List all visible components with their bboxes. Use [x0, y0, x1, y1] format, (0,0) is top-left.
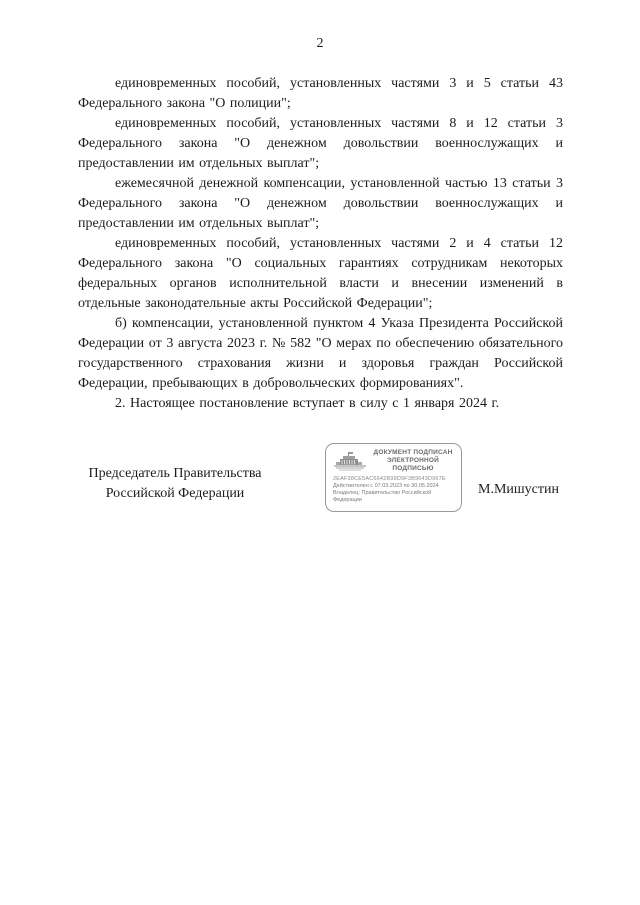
stamp-title-line2: ЭЛЕКТРОННОЙ ПОДПИСЬЮ — [387, 457, 439, 472]
signer-name: М.Мишустин — [478, 482, 559, 497]
government-emblem-icon — [333, 451, 367, 471]
paragraph: б) компенсации, установленной пунктом 4 Указа Президента Российской Федерации от 3 августа 2023 г. № 582 "О мерах по обеспечению обязательного государственного страхования жизни и здоровья граждан Российской Федерации, пребывающих в добровольческих формированиях". — [78, 316, 563, 391]
paragraph: ежемесячной денежной компенсации, установленной частью 13 статьи 3 Федерального закона "О денежном довольствии военнослужащих и предоставлении им отдельных выплат"; — [78, 176, 563, 231]
stamp-certificate: 2EAF38CE5AC6642B99D9F3B9643D967E — [333, 476, 446, 482]
signature-title-line2: Российской Федерации — [105, 486, 245, 501]
signature-title — [70, 464, 280, 504]
stamp-title-line1: ДОКУМЕНТ ПОДПИСАН — [373, 449, 453, 456]
document-body — [0, 74, 640, 414]
stamp-title — [372, 449, 454, 473]
paragraph: единовременных пособий, установленных частями 2 и 4 статьи 12 Федерального закона "О социальных гарантиях сотрудникам некоторых федеральных органов исполнительной власти и внесении изменений в отдельные законодательные акты Российской Федерации"; — [78, 236, 563, 311]
stamp-header — [333, 449, 454, 473]
signature-title-line1: Председатель Правительства — [88, 466, 262, 481]
paragraph: 2. Настоящее постановление вступает в силу с 1 января 2024 г. — [115, 396, 500, 411]
page-number: 2 — [316, 36, 324, 51]
paragraph: единовременных пособий, установленных частями 3 и 5 статьи 43 Федерального закона "О полиции"; — [78, 76, 563, 111]
stamp-validity: Действителен с 07.03.2023 по 30.05.2024 — [333, 483, 439, 489]
stamp-owner: Владелец: Правительство Российской Федерации — [333, 490, 432, 503]
electronic-signature-stamp — [325, 443, 462, 512]
paragraph: единовременных пособий, установленных частями 8 и 12 статьи 3 Федерального закона "О денежном довольствии военнослужащих и предоставлении им отдельных выплат"; — [78, 116, 563, 171]
